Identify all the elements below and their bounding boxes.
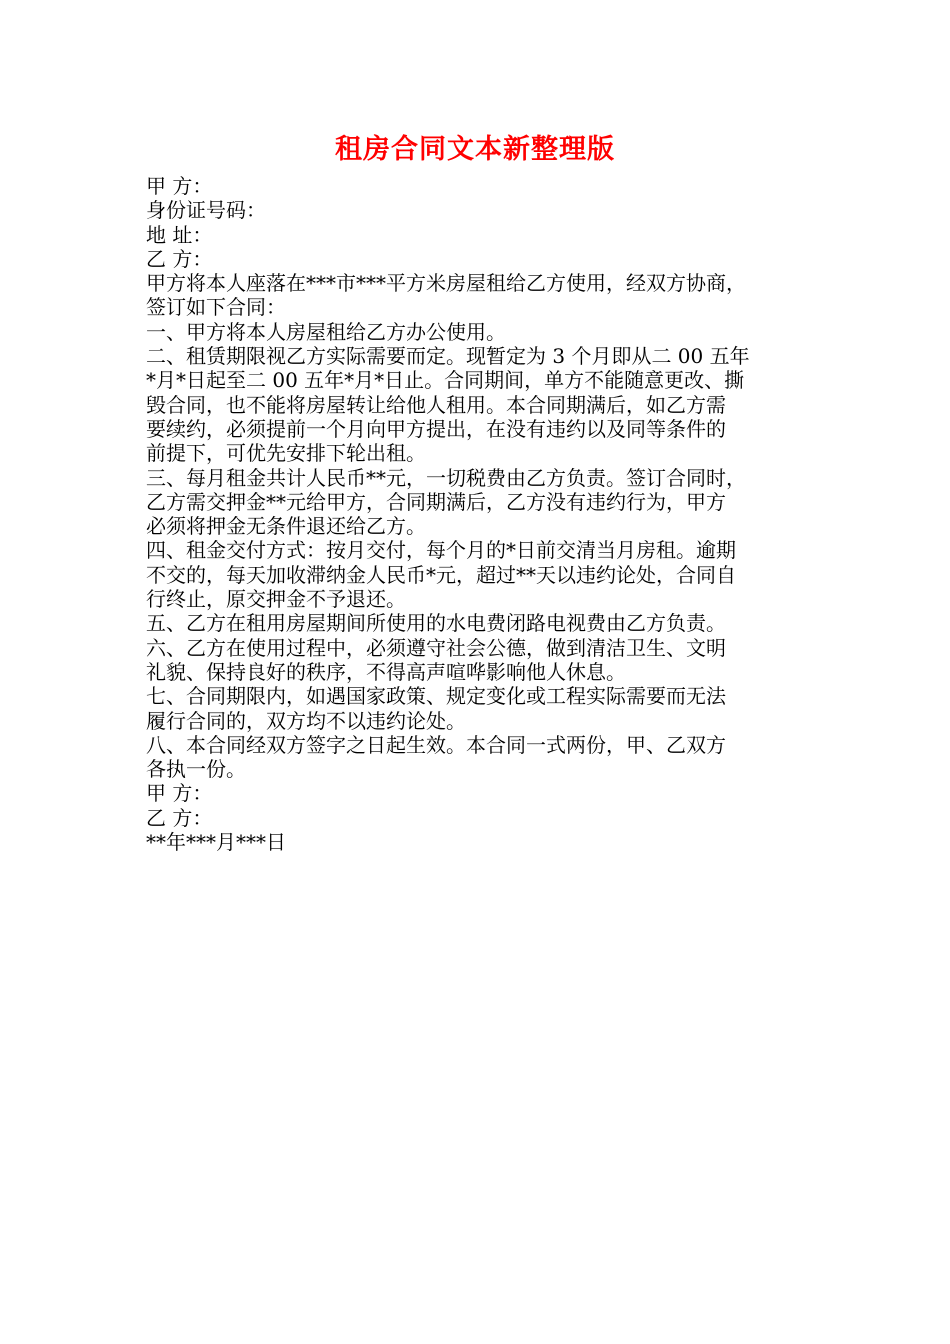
clause-8-line: 各执一份。 xyxy=(146,757,246,782)
clause-4-line: 行终止，原交押金不予退还。 xyxy=(146,587,406,612)
id-number-label: 身份证号码： xyxy=(146,198,266,223)
party-b-label: 乙 方： xyxy=(146,246,213,271)
clause-3-line: 必须将押金无条件退还给乙方。 xyxy=(146,514,426,539)
clause-6-line: 六、乙方在使用过程中，必须遵守社会公德，做到清洁卫生、文明 xyxy=(146,635,726,660)
clause-1-line: 一、甲方将本人房屋租给乙方办公使用。 xyxy=(146,319,506,344)
clause-8-line: 八、本合同经双方签字之日起生效。本合同一式两份，甲、乙双方 xyxy=(146,732,726,757)
clause-2-line: *月*日起至二 00 五年*月*日止。合同期间，单方不能随意更改、撕 xyxy=(146,368,745,393)
clause-7-line: 履行合同的，双方均不以违约论处。 xyxy=(146,708,466,733)
clause-6-line: 礼貌、保持良好的秩序，不得高声喧哗影响他人休息。 xyxy=(146,659,626,684)
party-a-label: 甲 方： xyxy=(146,174,213,198)
clause-2-line: 二、租赁期限视乙方实际需要而定。现暂定为 3 个月即从二 00 五年 xyxy=(146,344,750,369)
clause-2-line: 要续约，必须提前一个月向甲方提出，在没有违约以及同等条件的 xyxy=(146,416,726,441)
signature-party-b: 乙 方： xyxy=(146,805,213,830)
clause-4-line: 四、租金交付方式：按月交付，每个月的*日前交清当月房租。逾期 xyxy=(146,538,736,563)
intro-line: 甲方将本人座落在***市***平方米房屋租给乙方使用，经双方协商， xyxy=(146,271,746,296)
clause-7-line: 七、合同期限内，如遇国家政策、规定变化或工程实际需要而无法 xyxy=(146,684,726,709)
clause-4-line: 不交的，每天加收滞纳金人民币*元，超过**天以违约论处，合同自 xyxy=(146,562,736,587)
signature-date: **年***月***日 xyxy=(146,830,286,855)
signature-party-a: 甲 方： xyxy=(146,781,213,806)
address-label: 地 址： xyxy=(146,222,213,247)
intro-line: 签订如下合同： xyxy=(146,295,286,320)
document-body xyxy=(146,174,822,854)
clause-2-line: 毁合同，也不能将房屋转让给他人租用。本合同期满后，如乙方需 xyxy=(146,392,726,417)
clause-3-line: 乙方需交押金**元给甲方，合同期满后，乙方没有违约行为，甲方 xyxy=(146,489,726,514)
clause-3-line: 三、每月租金共计人民币**元，一切税费由乙方负责。签订合同时， xyxy=(146,465,746,490)
clause-5-line: 五、乙方在租用房屋期间所使用的水电费闭路电视费由乙方负责。 xyxy=(146,611,726,636)
document-title: 租房合同文本新整理版 xyxy=(335,134,615,165)
clause-2-line: 前提下，可优先安排下轮出租。 xyxy=(146,441,426,466)
